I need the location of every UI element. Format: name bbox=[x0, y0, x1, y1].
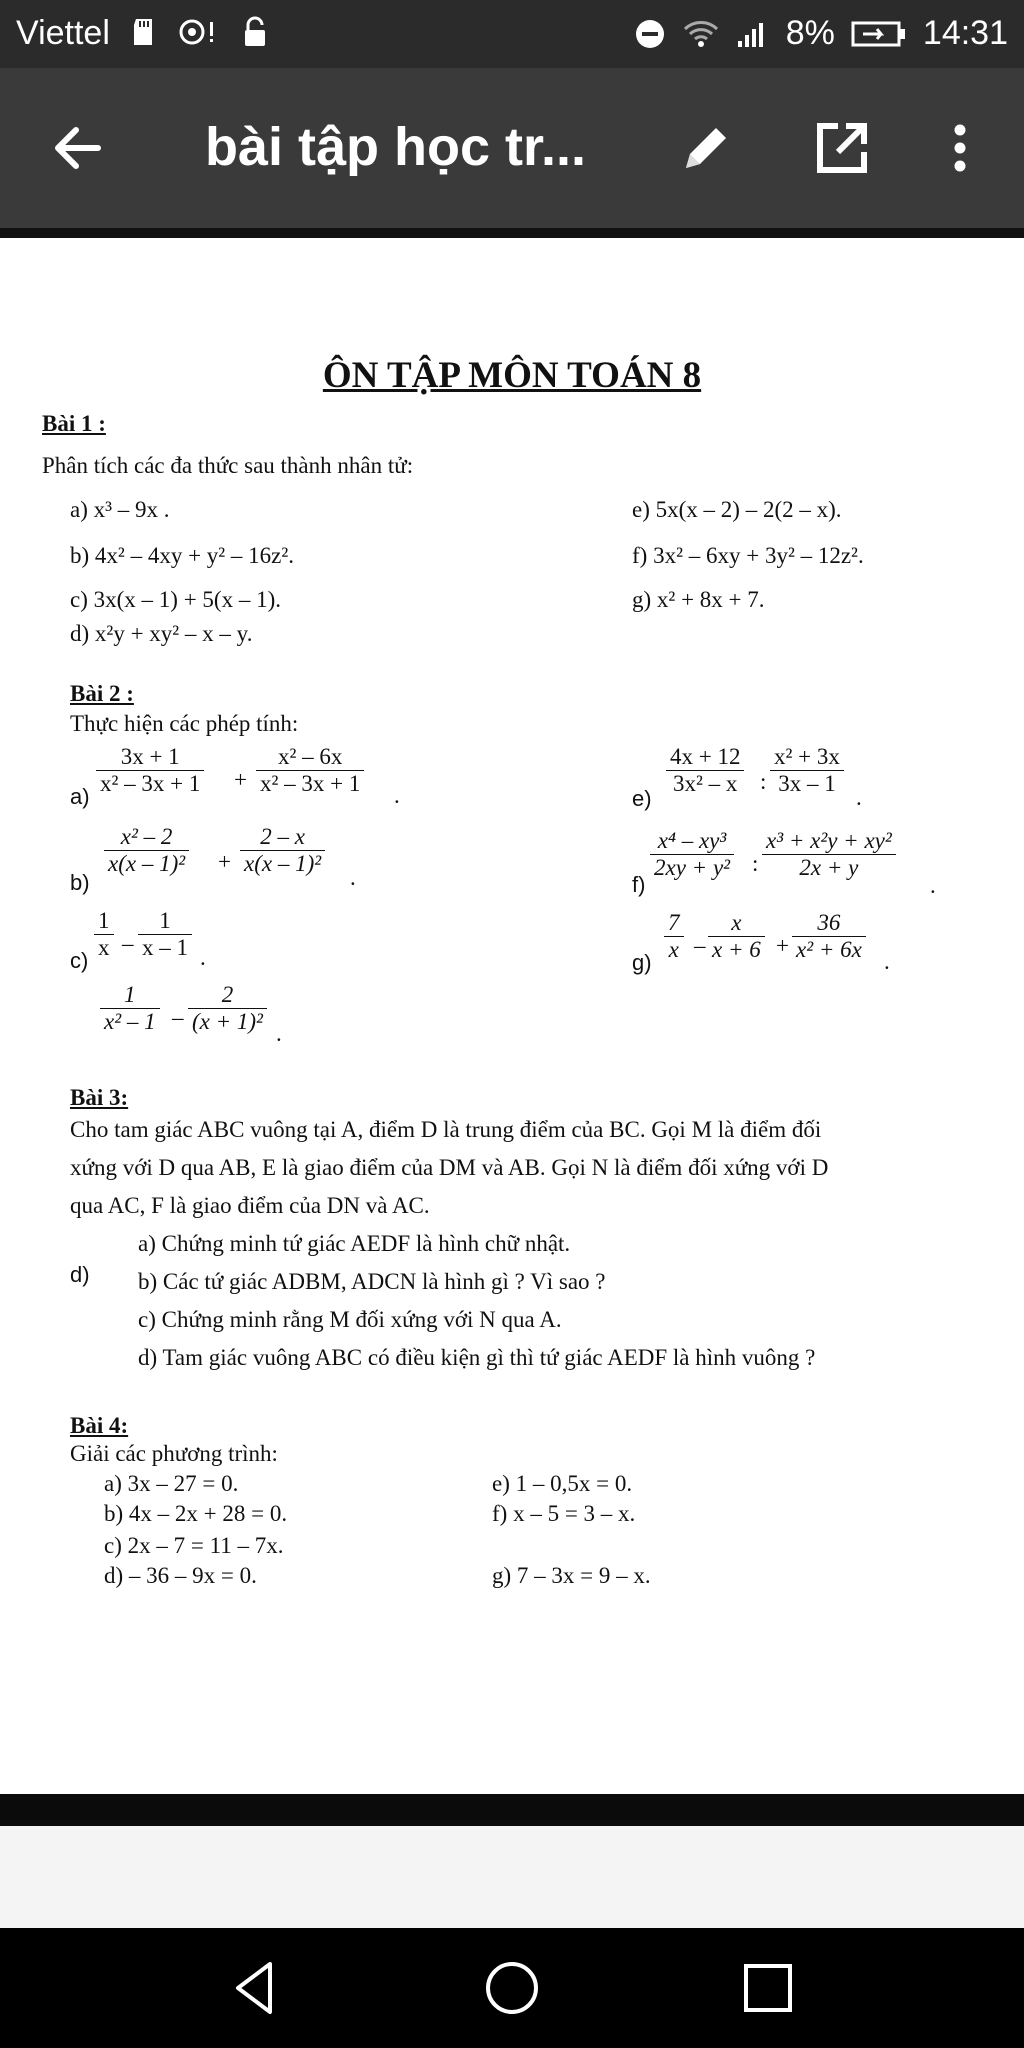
bai2-d-frac2: $\frac{2}{\text{(x + 1)²}}$ bbox=[188, 982, 267, 1036]
bai2-heading: Bài 2 : bbox=[70, 681, 134, 706]
bai2-b-end: . bbox=[350, 865, 356, 890]
bai2-g-end: . bbox=[884, 949, 890, 974]
bai3-line1: Cho tam giác ABC vuông tại A, điểm D là trung điểm của BC. Gọi M là điểm đối bbox=[70, 1117, 822, 1142]
bai1-c: 3x(x – 1) + 5(x – 1). bbox=[93, 587, 281, 612]
bai2-b-frac1: $\frac{\text{x² – 2}}{\text{x(x – 1)²}}$ bbox=[104, 824, 189, 878]
bai2-e-op: : bbox=[760, 769, 767, 794]
bai2-e-frac2: $\frac{\text{x² + 3x}}{3x - 1}$ bbox=[770, 744, 844, 798]
bai3-line3: qua AC, F là giao điểm của DN và AC. bbox=[70, 1193, 430, 1218]
bai1-d-label: d) bbox=[70, 621, 90, 646]
bai2-g-frac2: $\frac{x}{x + 6}$ bbox=[708, 910, 765, 964]
bai4-g: g) 7 – 3x = 9 – x. bbox=[492, 1563, 651, 1588]
bai1-a: x³ – 9x . bbox=[93, 497, 170, 522]
pencil-icon[interactable] bbox=[676, 118, 736, 178]
navigation-bar bbox=[0, 1928, 1024, 2048]
bai2-e-end: . bbox=[856, 785, 862, 810]
bai2-d-label: d) bbox=[70, 1262, 90, 1287]
do-not-disturb-icon bbox=[634, 18, 666, 50]
bai2-c-label: c) bbox=[70, 948, 89, 973]
viewer-background bbox=[0, 1826, 1024, 1928]
unlock-icon bbox=[240, 16, 270, 48]
bai2-g-label: g) bbox=[632, 950, 652, 975]
bai2-d-frac1: $\frac{1}{\text{x² – 1}}$ bbox=[100, 982, 160, 1036]
sd-card-icon bbox=[130, 17, 156, 47]
arrow-back-icon[interactable] bbox=[48, 118, 108, 178]
bai2-a-op: + bbox=[234, 767, 247, 792]
bai1-f: 3x² – 6xy + 3y² – 12z². bbox=[653, 543, 864, 568]
document-page[interactable] bbox=[0, 238, 1024, 1794]
carrier-name: Viettel bbox=[16, 14, 110, 52]
app-bar bbox=[0, 68, 1024, 228]
bai4-a: a) 3x – 27 = 0. bbox=[104, 1471, 239, 1496]
page-divider bbox=[0, 1794, 1024, 1826]
bai1-f-label: f) bbox=[632, 543, 648, 568]
bai1-e: 5x(x – 2) – 2(2 – x). bbox=[655, 497, 842, 522]
bai2-a-frac1: $\frac{3x + 1}{\text{x² – 3x + 1}}$ bbox=[96, 744, 204, 798]
nav-back-icon[interactable] bbox=[224, 1956, 288, 2020]
bai4-intro: Giải các phương trình: bbox=[70, 1441, 278, 1466]
bai2-c-end: . bbox=[200, 945, 206, 970]
bai2-f-end: . bbox=[930, 873, 936, 898]
document-title: bài tập học tr... bbox=[205, 117, 587, 177]
bai2-f-frac1: $\frac{\text{x⁴ – xy³}}{\text{2xy + y²}}$ bbox=[650, 828, 734, 882]
bai2-e-frac1: $\frac{4x + 12}{\text{3x² – x}}$ bbox=[666, 744, 744, 798]
bai2-g-op1: – bbox=[694, 933, 706, 958]
bai3-heading: Bài 3: bbox=[70, 1085, 129, 1110]
bai3-d: d) Tam giác vuông ABC có điều kiện gì thì tứ giác AEDF là hình vuông ? bbox=[138, 1345, 816, 1370]
bai1-e-label: e) bbox=[632, 497, 650, 522]
bai2-g-frac3: $\frac{36}{\text{x² + 6x}}$ bbox=[792, 910, 866, 964]
toolbar-divider bbox=[0, 228, 1024, 238]
bai2-intro: Thực hiện các phép tính: bbox=[70, 711, 299, 736]
bai4-heading: Bài 4: bbox=[70, 1413, 129, 1438]
open-in-new-icon[interactable] bbox=[812, 118, 872, 178]
hotspot-alert-icon bbox=[178, 17, 218, 47]
bai3-c: c) Chứng minh rằng M đối xứng với N qua A. bbox=[138, 1307, 562, 1332]
bai1-c-label: c) bbox=[70, 587, 88, 612]
signal-icon bbox=[736, 19, 770, 49]
page-title: ÔN TẬP MÔN TOÁN 8 bbox=[322, 355, 702, 396]
bai1-g: x² + 8x + 7. bbox=[656, 587, 765, 612]
nav-recents-icon[interactable] bbox=[736, 1956, 800, 2020]
bai2-c-frac2: $\frac{1}{x - 1}$ bbox=[138, 908, 192, 962]
bai2-g-op2: + bbox=[776, 933, 789, 958]
bai3-line2: xứng với D qua AB, E là giao điểm của DM và AB. Gọi N là điểm đối xứng với D bbox=[70, 1155, 829, 1180]
bai1-b-label: b) bbox=[70, 543, 90, 568]
status-notification-icons bbox=[130, 16, 270, 48]
bai2-g-frac1: $\frac{7}{x}$ bbox=[664, 910, 684, 964]
bai2-d-op: – bbox=[172, 1005, 184, 1030]
battery-charging-icon bbox=[851, 20, 907, 48]
bai1-heading: Bài 1 : bbox=[42, 411, 106, 436]
bai4-e: e) 1 – 0,5x = 0. bbox=[492, 1471, 633, 1496]
bai2-b-op: + bbox=[218, 849, 231, 874]
status-system-icons bbox=[634, 14, 1008, 53]
bai2-a-frac2: $\frac{\text{x² – 6x}}{\text{x² – 3x + 1}}$ bbox=[256, 744, 364, 798]
battery-percent: 8% bbox=[785, 14, 835, 52]
bai1-intro: Phân tích các đa thức sau thành nhân tử: bbox=[42, 453, 414, 478]
bai2-d-end: . bbox=[276, 1021, 282, 1046]
bai1-b: 4x² – 4xy + y² – 16z². bbox=[94, 543, 295, 568]
bai2-c-op: – bbox=[122, 931, 134, 956]
bai2-e-label: e) bbox=[632, 786, 652, 811]
bai4-d: d) – 36 – 9x = 0. bbox=[104, 1563, 257, 1588]
bai1-d: x²y + xy² – x – y. bbox=[94, 621, 253, 646]
bai3-b: b) Các tứ giác ADBM, ADCN là hình gì ? Vì sao ? bbox=[138, 1269, 606, 1294]
bai4-b: b) 4x – 2x + 28 = 0. bbox=[104, 1501, 288, 1526]
clock: 14:31 bbox=[922, 14, 1008, 52]
wifi-icon bbox=[682, 19, 720, 49]
bai2-f-frac2: $\frac{\text{x³ + x²y + xy²}}{2x + y}$ bbox=[762, 828, 896, 882]
bai4-f: f) x – 5 = 3 – x. bbox=[492, 1501, 636, 1526]
bai2-f-op: : bbox=[752, 851, 759, 876]
status-bar bbox=[0, 0, 1024, 68]
bai4-c: c) 2x – 7 = 11 – 7x. bbox=[104, 1533, 284, 1558]
more-vert-icon[interactable] bbox=[930, 118, 990, 178]
bai2-b-label: b) bbox=[70, 870, 90, 895]
bai2-a-label: a) bbox=[70, 784, 90, 809]
bai3-a: a) Chứng minh tứ giác AEDF là hình chữ nhật. bbox=[138, 1231, 571, 1256]
bai2-a-end: . bbox=[394, 783, 400, 808]
bai1-a-label: a) bbox=[70, 497, 88, 522]
bai1-g-label: g) bbox=[632, 587, 652, 612]
bai2-b-frac2: $\frac{2 - x}{\text{x(x – 1)²}}$ bbox=[240, 824, 325, 878]
bai2-f-label: f) bbox=[632, 872, 646, 897]
nav-home-icon[interactable] bbox=[480, 1956, 544, 2020]
bai2-c-frac1: $\frac{1}{x}$ bbox=[94, 908, 114, 962]
